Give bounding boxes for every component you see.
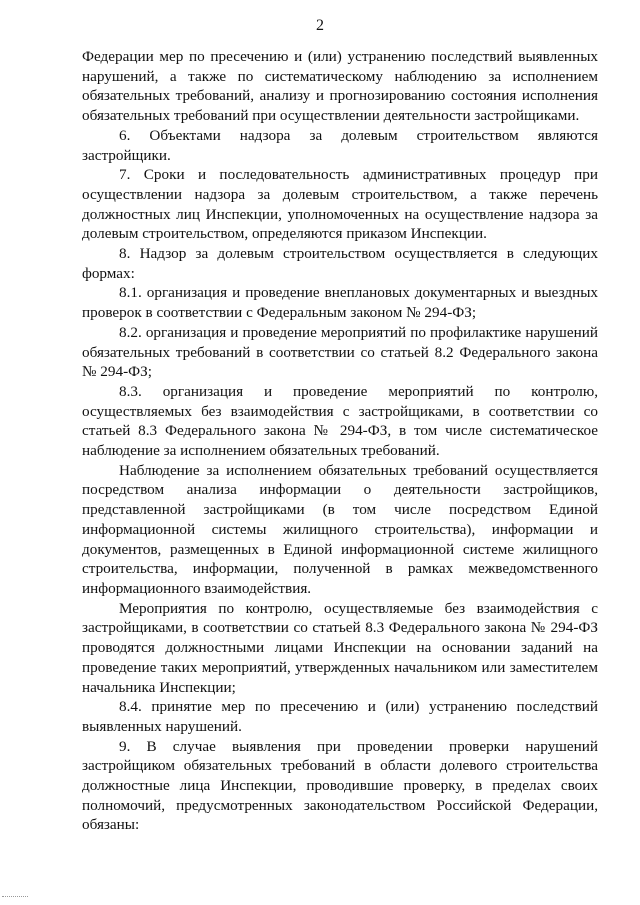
paragraph-item-9: 9. В случае выявления при проведении проверки нарушений застройщиком обязательных требований в области долевого строительства должностные лица Инспекции, проводившие проверку, в пределах своих полномочий, предусмотренных законодательством Российской Федерации, обязаны: <box>82 737 598 834</box>
paragraph-item-8-3: 8.3. организация и проведение мероприятий по контролю, осуществляемых без взаимодействия с застройщиками, в соответствии со статьей 8.3 Федерального закона № 294-ФЗ, в том числе систематическое наблюдение за исполнением обязательных требований. <box>82 382 598 460</box>
paragraph-continuation: Федерации мер по пресечению и (или) устранению последствий выявленных нарушений, а также по систематическому наблюдению за исполнением обязательных требований, анализу и прогнозированию состояния исполнения обязательных требований при осуществлении деятельности застройщиками. <box>82 48 598 125</box>
paragraph-item-7: 7. Сроки и последовательность административных процедур при осуществлении надзора за долевым строительством, а также перечень должностных лиц Инспекции, уполномоченных на осуществление надзора за долевым строительством, определяются приказом Инспекции. <box>82 166 598 243</box>
document-body <box>82 47 598 835</box>
paragraph-item-8-1: 8.1. организация и проведение внеплановых документарных и выездных проверок в соответствии с Федеральным законом № 294-ФЗ; <box>82 284 598 322</box>
footer-mark <box>2 896 28 901</box>
paragraph-observation: Наблюдение за исполнением обязательных требований осуществляется посредством анализа информации о деятельности застройщиков, представленной застройщиками (в том числе посредством Единой информационной системы жилищного строительства), информации и документов, размещенных в Единой информационной системе жилищного строительства, информации, полученной в рамках межведомственного информационного взаимодействия. <box>82 461 598 597</box>
paragraph-control-measures: Мероприятия по контролю, осуществляемые без взаимодействия с застройщиками, в соответствии со статьей 8.3 Федерального закона № 294-ФЗ проводятся должностными лицами Инспекции на основании заданий на проведение таких мероприятий, утвержденных начальником или заместителем начальника Инспекции; <box>82 599 598 696</box>
paragraph-item-8-4: 8.4. принятие мер по пресечению и (или) устранению последствий выявленных нарушений. <box>82 698 598 735</box>
paragraph-item-8: 8. Надзор за долевым строительством осуществляется в следующих формах: <box>82 245 598 282</box>
paragraph-item-6: 6. Объектами надзора за долевым строительством являются застройщики. <box>82 126 598 164</box>
page-number: 2 <box>316 17 324 34</box>
paragraph-item-8-2: 8.2. организация и проведение мероприятий по профилактике нарушений обязательных требований в соответствии со статьей 8.2 Федерального закона № 294-ФЗ; <box>82 323 598 381</box>
